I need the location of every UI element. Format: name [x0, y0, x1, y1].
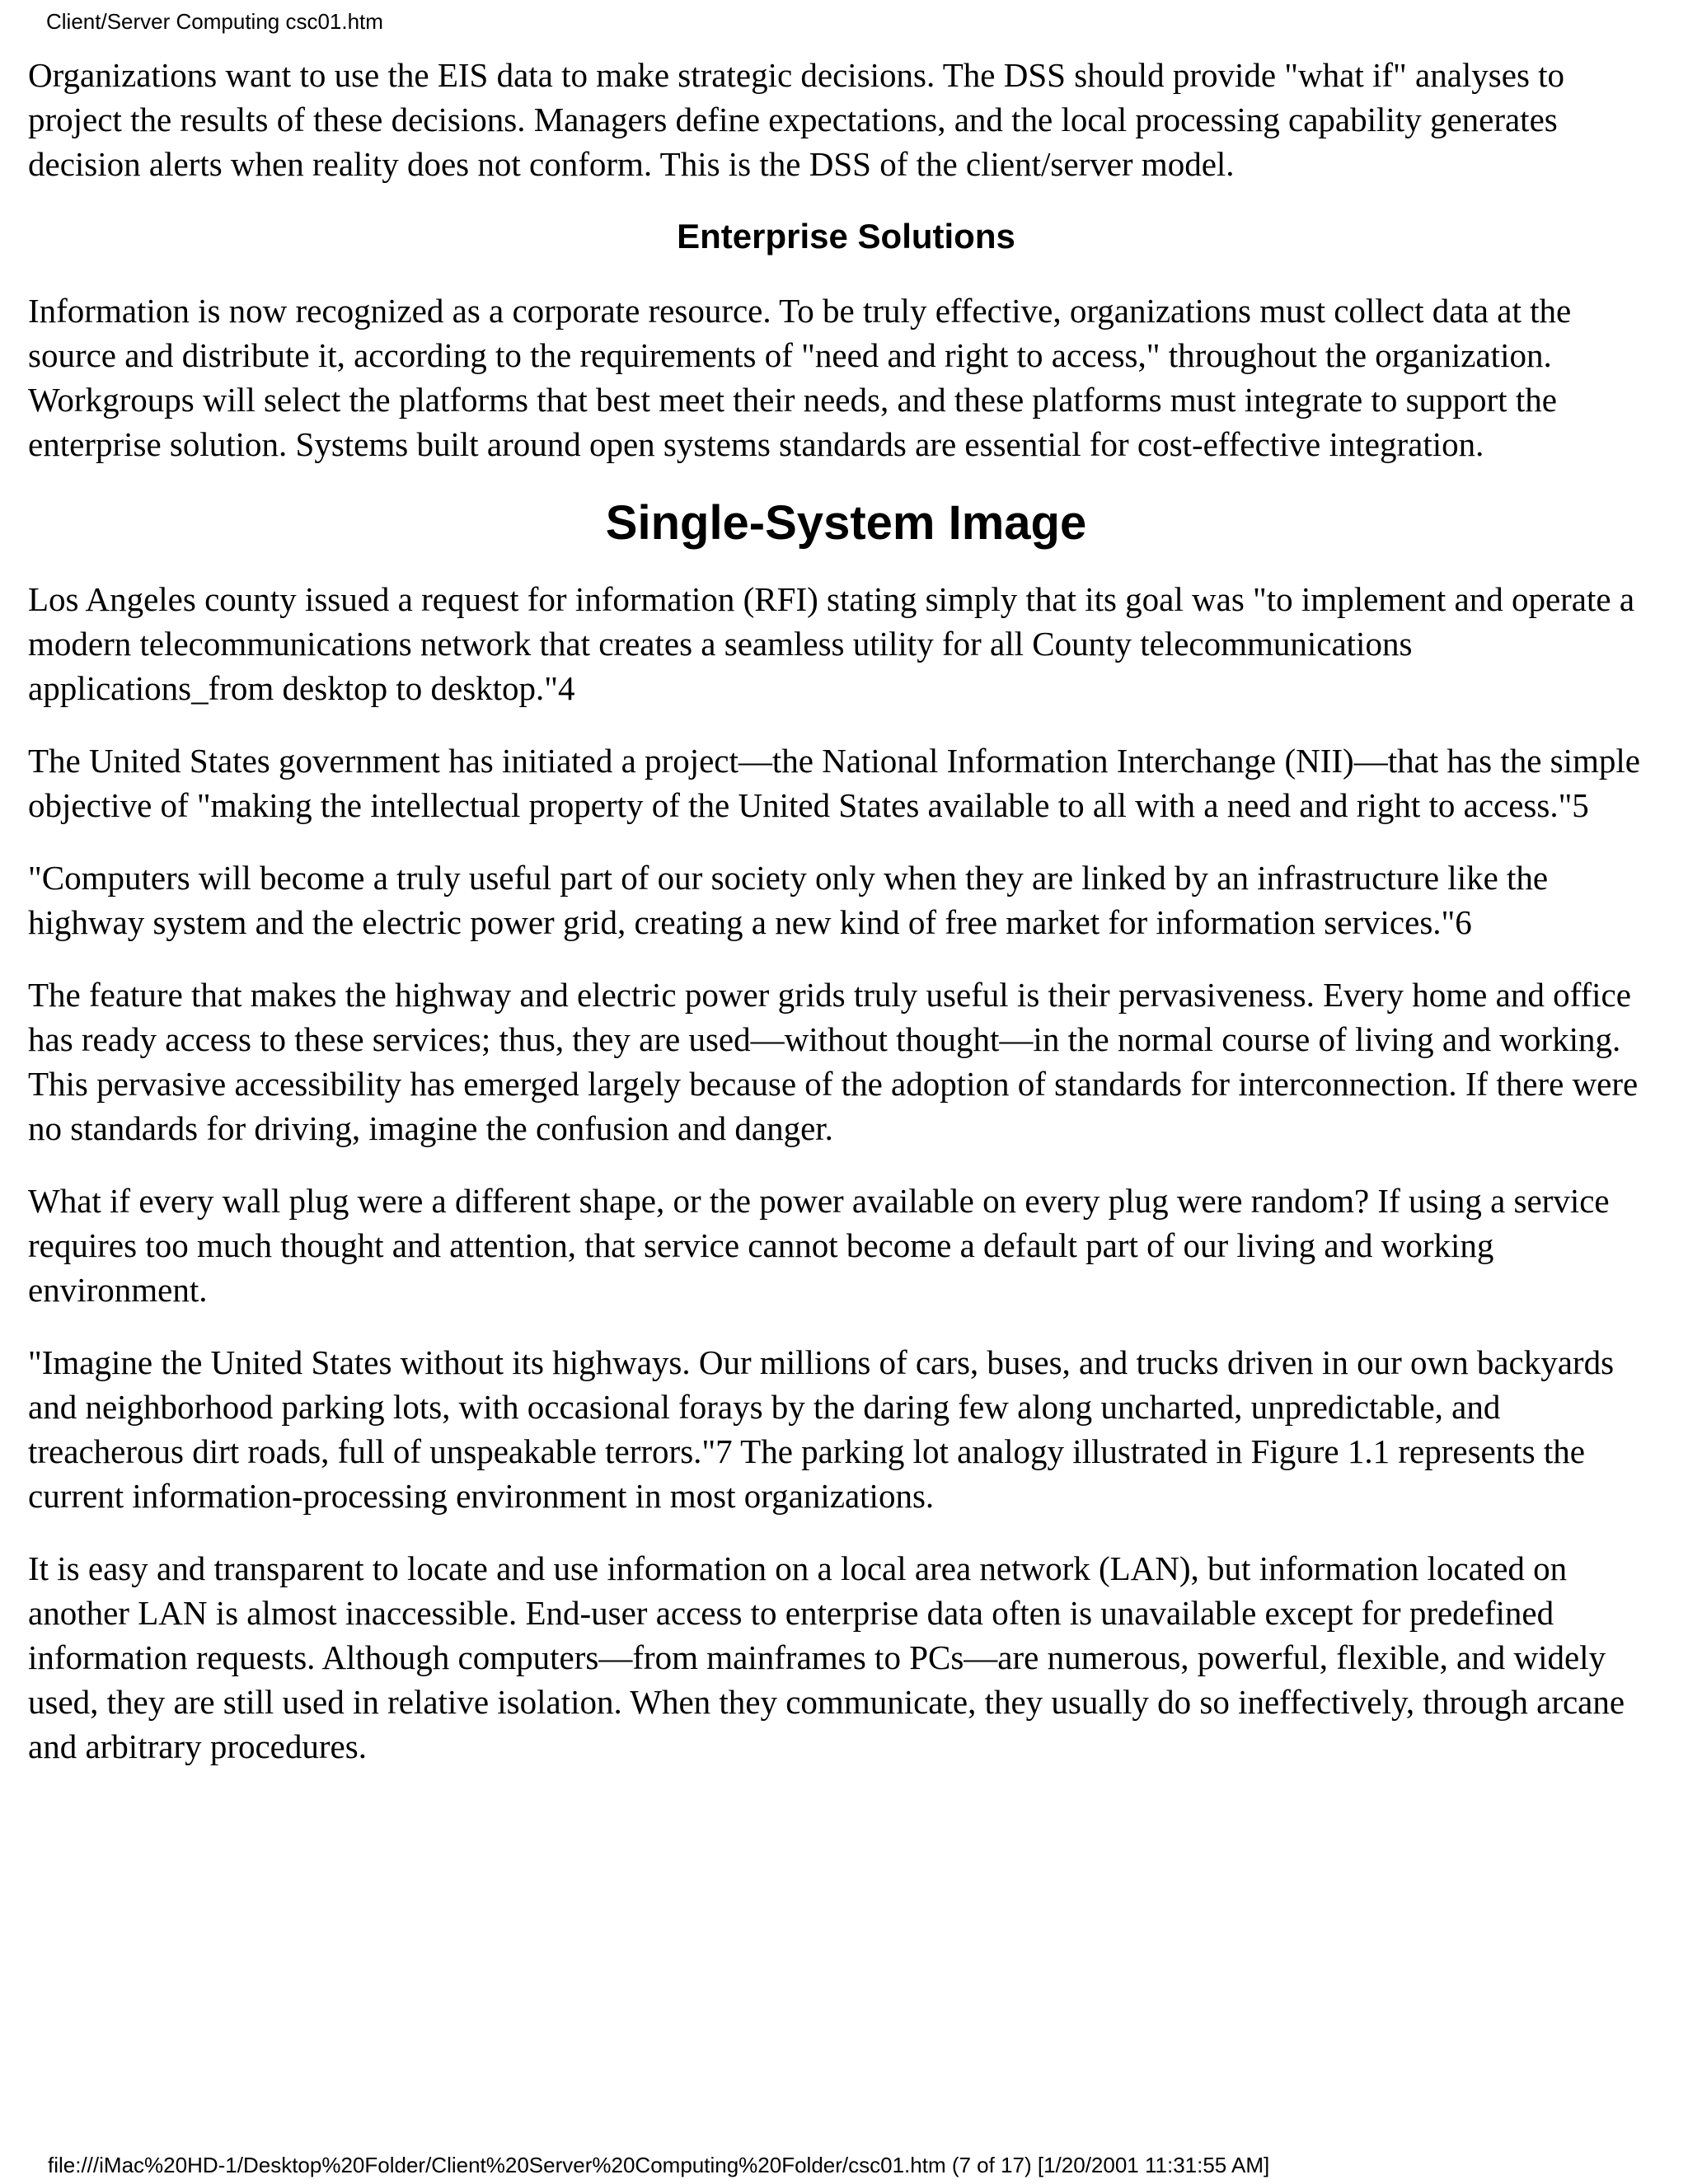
document-body: [28, 53, 1664, 1797]
paragraph-pervasiveness: The feature that makes the highway and electric power grids truly useful is their pervasiveness. Every home and office has ready access to these services; thus, they are used—without thought—in the normal course of living and working. This pervasive accessibility has emerged largely because of the adoption of standards for interconnection. If there were no standards for driving, imagine the confusion and danger.: [28, 976, 1639, 1147]
heading-single-system-image: Single-System Image: [605, 496, 1087, 550]
paragraph-lan-access: It is easy and transparent to locate and use information on a local area network (LAN), but information located on another LAN is almost inaccessible. End-user access to enterprise data often is unavailable except for predefined information requests. Although computers—from mainframes to PCs—are numerous, powerful, flexible, and widely used, they are still used in relative isolation. When they communicate, they usually do so ineffectively, through arcane and arbitrary procedures.: [28, 1549, 1625, 1765]
paragraph-nii-project: The United States government has initiated a project—the National Information Interchange (NII)—that has the simple objective of "making the intellectual property of the United States available to all with a need and right to access."5: [28, 742, 1640, 824]
page-footer-url: file:///iMac%20HD-1/Desktop%20Folder/Client%20Server%20Computing%20Folder/csc01.htm (7 of 17) [1/20/2001 11:31:55 AM]: [48, 2153, 1270, 2177]
paragraph-computers-infrastructure: "Computers will become a truly useful part of our society only when they are linked by an infrastructure like the highway system and the electric power grid, creating a new kind of free market for information services."6: [28, 859, 1549, 941]
paragraph-los-angeles-rfi: Los Angeles county issued a request for information (RFI) stating simply that its goal was "to implement and operate a modern telecommunications network that creates a seamless utility for all County telecommunications applications_from desktop to desktop."4: [28, 580, 1635, 707]
paragraph-dss: Organizations want to use the EIS data to make strategic decisions. The DSS should provide "what if" analyses to project the results of these decisions. Managers define expectations, and the local processing capability generates decision alerts when reality does not conform. This is the DSS of the client/server model.: [28, 56, 1565, 183]
paragraph-highways-analogy: "Imagine the United States without its highways. Our millions of cars, buses, and trucks driven in our own backyards and neighborhood parking lots, with occasional forays by the daring few along uncharted, unpredictable, and treacherous dirt roads, full of unspeakable terrors."7 The parking lot analogy illustrated in Figure 1.1 represents the current information-processing environment in most organizations.: [28, 1343, 1615, 1515]
paragraph-wall-plug: What if every wall plug were a different shape, or the power available on every plug were random? If using a service requires too much thought and attention, that service cannot become a default part of our living and working environment.: [28, 1182, 1610, 1309]
heading-enterprise-solutions: Enterprise Solutions: [677, 217, 1015, 255]
paragraph-information-resource: Information is now recognized as a corporate resource. To be truly effective, organizations must collect data at the source and distribute it, according to the requirements of "need and right to access," throughout the organization. Workgroups will select the platforms that best meet their needs, and these platforms must integrate to support the enterprise solution. Systems built around open systems standards are essential for cost-effective integration.: [28, 292, 1572, 463]
page-header-title: Client/Server Computing csc01.htm: [46, 9, 383, 34]
